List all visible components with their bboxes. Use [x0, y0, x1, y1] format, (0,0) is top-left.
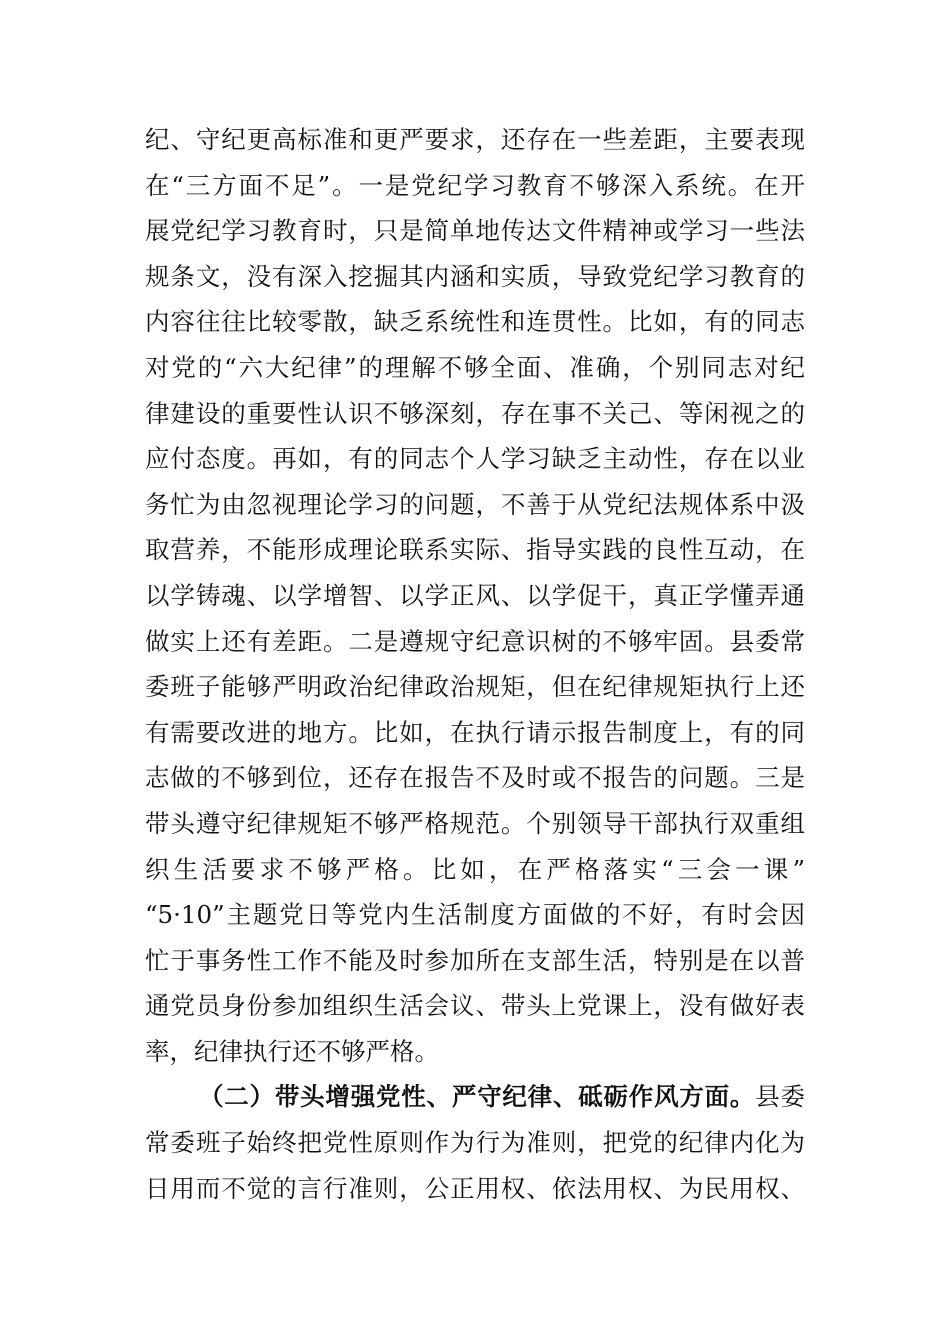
text-line: 纪、守纪更高标准和更严要求，还存在一些差距，主要表现: [145, 125, 805, 154]
text-line: 规条文，没有深入挖掘其内涵和实质，导致党纪学习教育的: [145, 261, 805, 291]
text-line: 展党纪学习教育时，只是简单地传达文件精神或学习一些法: [145, 216, 805, 246]
text-line: 日用而不觉的言行准则，公正用权、依法用权、为民用权、: [145, 1173, 805, 1203]
text-line: 律建设的重要性认识不够深刻，存在事不关己、等闲视之的: [145, 398, 805, 428]
text-line: 务忙为由忽视理论学习的问题，不善于从党纪法规体系中汲: [145, 489, 805, 519]
paragraph-2: [145, 1074, 805, 1211]
text-line: [145, 1074, 805, 1120]
text-line: 忙于事务性工作不能及时参加所在支部生活，特别是在以普: [145, 945, 805, 975]
text-line: 率，纪律执行还不够严格。: [145, 1036, 439, 1066]
text-line: 志做的不够到位，还存在报告不及时或不报告的问题。三是: [145, 763, 805, 793]
text-line: 委班子能够严明政治纪律政治规矩，但在纪律规矩执行上还: [145, 672, 805, 702]
text-line: 有需要改进的地方。比如，在执行请示报告制度上，有的同: [145, 717, 805, 747]
body-text: [145, 117, 805, 1211]
text-line: “5·10”主题党日等党内生活制度方面做的不好，有时会因: [145, 900, 805, 930]
text-line: 常委班子始终把党性原则作为行为准则，把党的纪律内化为: [145, 1128, 805, 1158]
text-line: 在“三方面不足”。一是党纪学习教育不够深入系统。在开: [145, 170, 805, 200]
text-line: 做实上还有差距。二是遵规守纪意识树的不够牢固。县委常: [145, 626, 805, 656]
text-line: 内容往往比较零散，缺乏系统性和连贯性。比如，有的同志: [145, 307, 805, 337]
section-heading: （二）带头增强党性、严守纪律、砥砺作风方面。: [199, 1082, 756, 1112]
paragraph-1: [145, 117, 805, 1074]
text-line: 带头遵守纪律规矩不够严格规范。个别领导干部执行双重组: [145, 808, 805, 838]
text-line: 织生活要求不够严格。比如，在严格落实“三会一课”: [145, 854, 805, 884]
text-line: 以学铸魂、以学增智、以学正风、以学促干，真正学懂弄通: [145, 580, 805, 610]
text-line: 通党员身份参加组织生活会议、带头上党课上，没有做好表: [145, 991, 805, 1021]
heading-line-continuation: 县委: [755, 1082, 806, 1112]
text-line: 应付态度。再如，有的同志个人学习缺乏主动性，存在以业: [145, 444, 805, 474]
text-line: 对党的“六大纪律”的理解不够全面、准确，个别同志对纪: [145, 352, 805, 382]
text-line: 取营养，不能形成理论联系实际、指导实践的良性互动，在: [145, 535, 805, 565]
